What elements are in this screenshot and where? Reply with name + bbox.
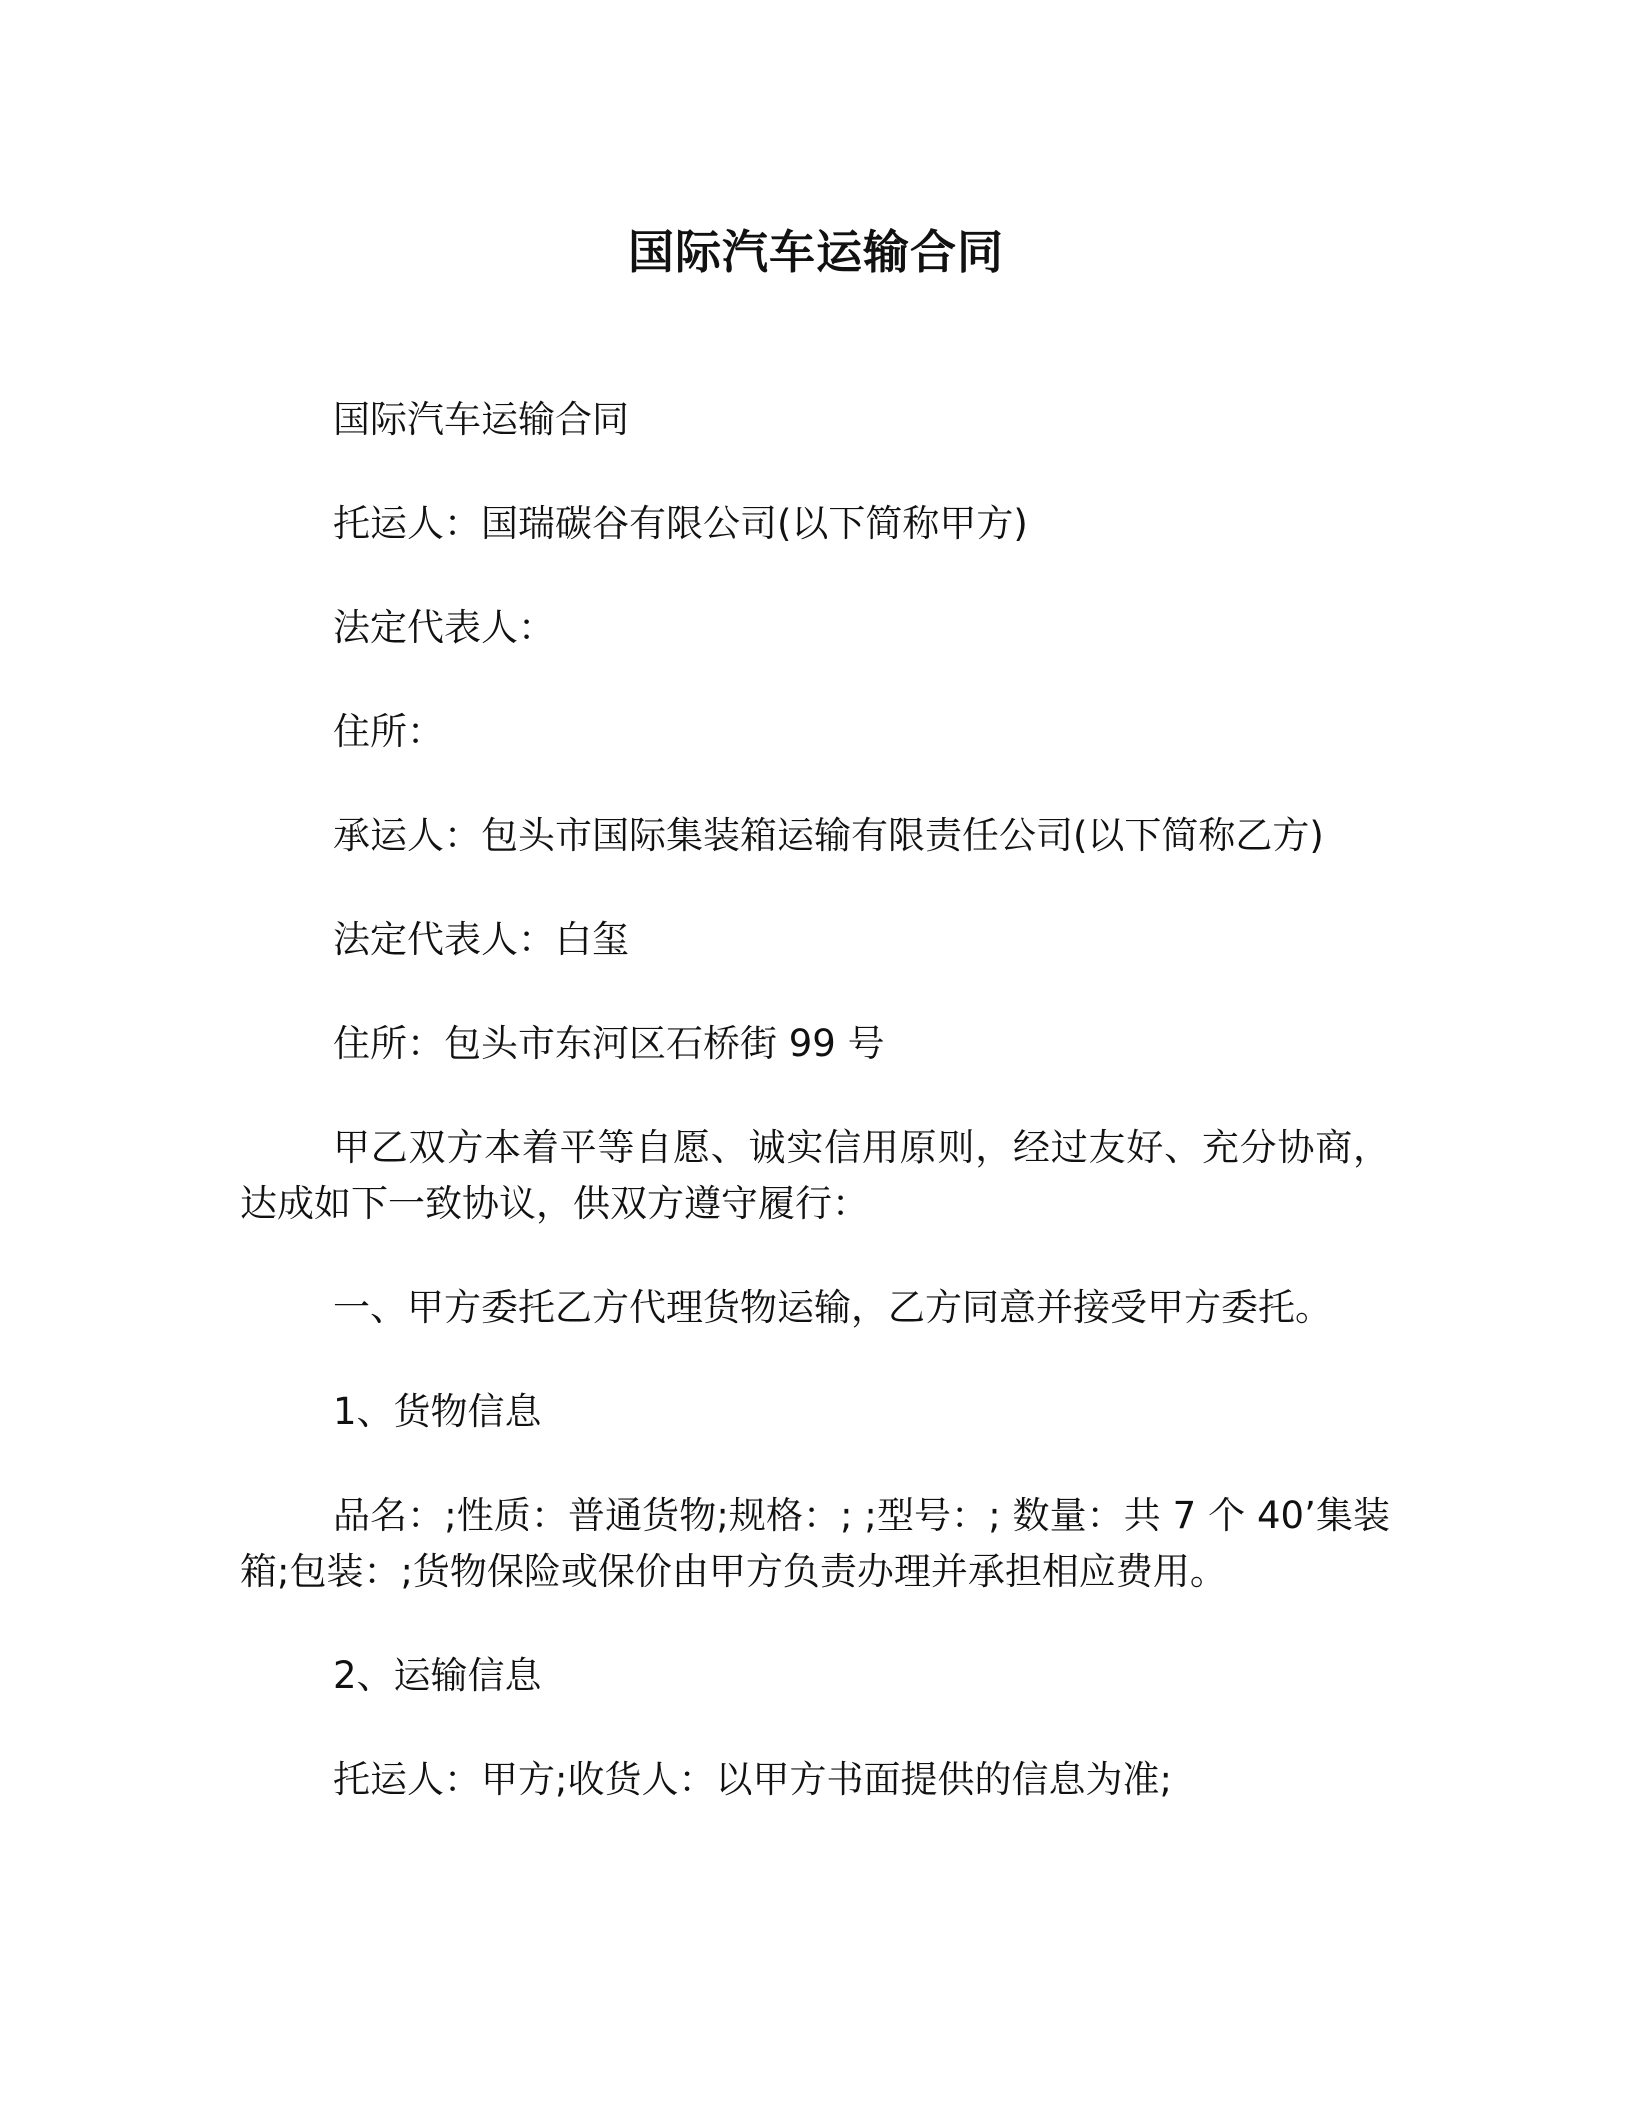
agreement-intro-paragraph: 甲乙双方本着平等自愿、诚实信用原则，经过友好、充分协商，达成如下一致协议，供双方遵守履行： xyxy=(240,1126,1390,1225)
shipper-legal-rep-paragraph: 法定代表人： xyxy=(333,606,555,649)
document-body xyxy=(240,392,1390,1856)
carrier-paragraph: 承运人：包头市国际集装箱运输有限责任公司(以下简称乙方) xyxy=(333,814,1324,857)
shipper-address-paragraph: 住所： xyxy=(333,710,444,753)
transport-info-heading: 2、运输信息 xyxy=(333,1654,542,1697)
consignee-paragraph: 托运人：甲方;收货人：以甲方书面提供的信息为准; xyxy=(333,1758,1172,1801)
carrier-address-paragraph: 住所：包头市东河区石桥街 99 号 xyxy=(333,1022,885,1065)
document-title: 国际汽车运输合同 xyxy=(628,225,1004,279)
cargo-info-heading: 1、货物信息 xyxy=(333,1390,542,1433)
cargo-details-paragraph: 品名：;性质：普通货物;规格：; ;型号：; 数量：共 7 个 40’集装箱;包装：;货物保险或保价由甲方负责办理并承担相应费用。 xyxy=(240,1494,1390,1593)
clause-one-paragraph: 一、甲方委托乙方代理货物运输，乙方同意并接受甲方委托。 xyxy=(333,1286,1332,1329)
shipper-paragraph: 托运人：国瑞碳谷有限公司(以下简称甲方) xyxy=(333,502,1028,545)
subtitle-paragraph: 国际汽车运输合同 xyxy=(333,398,629,441)
carrier-legal-rep-paragraph: 法定代表人：白玺 xyxy=(333,918,629,961)
